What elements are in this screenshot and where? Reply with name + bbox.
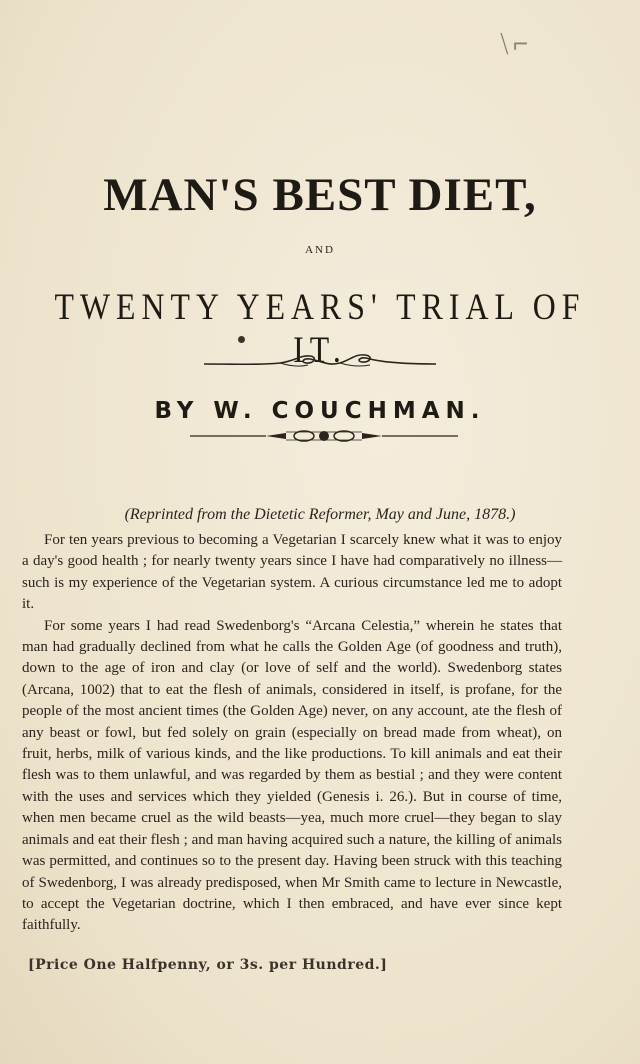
reprint-note: (Reprinted from the Dietetic Reformer, May and June, 1878.) xyxy=(124,506,516,523)
price-line: [Price One Halfpenny, or 3s. per Hundred.] xyxy=(28,957,388,973)
subtitle: TWENTY YEARS' TRIAL OF IT. xyxy=(54,287,586,371)
corner-mark: \ ⌐ xyxy=(500,29,527,59)
rule-ornament xyxy=(186,428,462,444)
flourish-ornament xyxy=(200,350,440,374)
and-text: AND xyxy=(305,244,335,256)
ornament-dot xyxy=(238,336,245,343)
paragraph-2: For some years I had read Swedenborg's “Arcana Celestia,” wherein he states that man had gradually declined from what he calls the Golden Age (of goodness and truth), down to the age of iron and clay (or love of self and the world). Swedenborg states (Arcana, 1002) that to eat the flesh of animals, considered in itself, is profane, for the people of the most ancient times (the Golden Age) never, on any account, ate the flesh of any beast or fowl, but fed solely on grain (especially on bread made from wheat), on fruit, herbs, milk of various kinds, and the like productions. To kill animals and eat their flesh was to them unlawful, and was regarded by them as bestial ; and they were content with the uses and services which they yielded (Genesis i. 26.). But in course of time, when men became cruel as the wild beasts—yea, much more cruel—they began to slay animals and eat their flesh ; and man having acquired such a nature, the killing of animals was permitted, and continues so to the present day. Having been struck with this teaching of Swedenborg, I was already predisposed, when Mr Smith came to lecture in Newcastle, to accept the Vegetarian doctrine, which I then embraced, and have ever since kept faithfully. xyxy=(22,617,562,934)
author-line: BY W. COUCHMAN. xyxy=(154,398,486,424)
body-text xyxy=(22,530,562,937)
page-title: MAN'S BEST DIET, xyxy=(103,169,537,221)
paragraph-1: For ten years previous to becoming a Vegetarian I scarcely knew what it was to enjoy a day's good health ; for nearly twenty years since I have had comparatively no illness—such is my experience of the Vegetarian system. A curious circumstance led me to adopt it. xyxy=(22,532,562,613)
